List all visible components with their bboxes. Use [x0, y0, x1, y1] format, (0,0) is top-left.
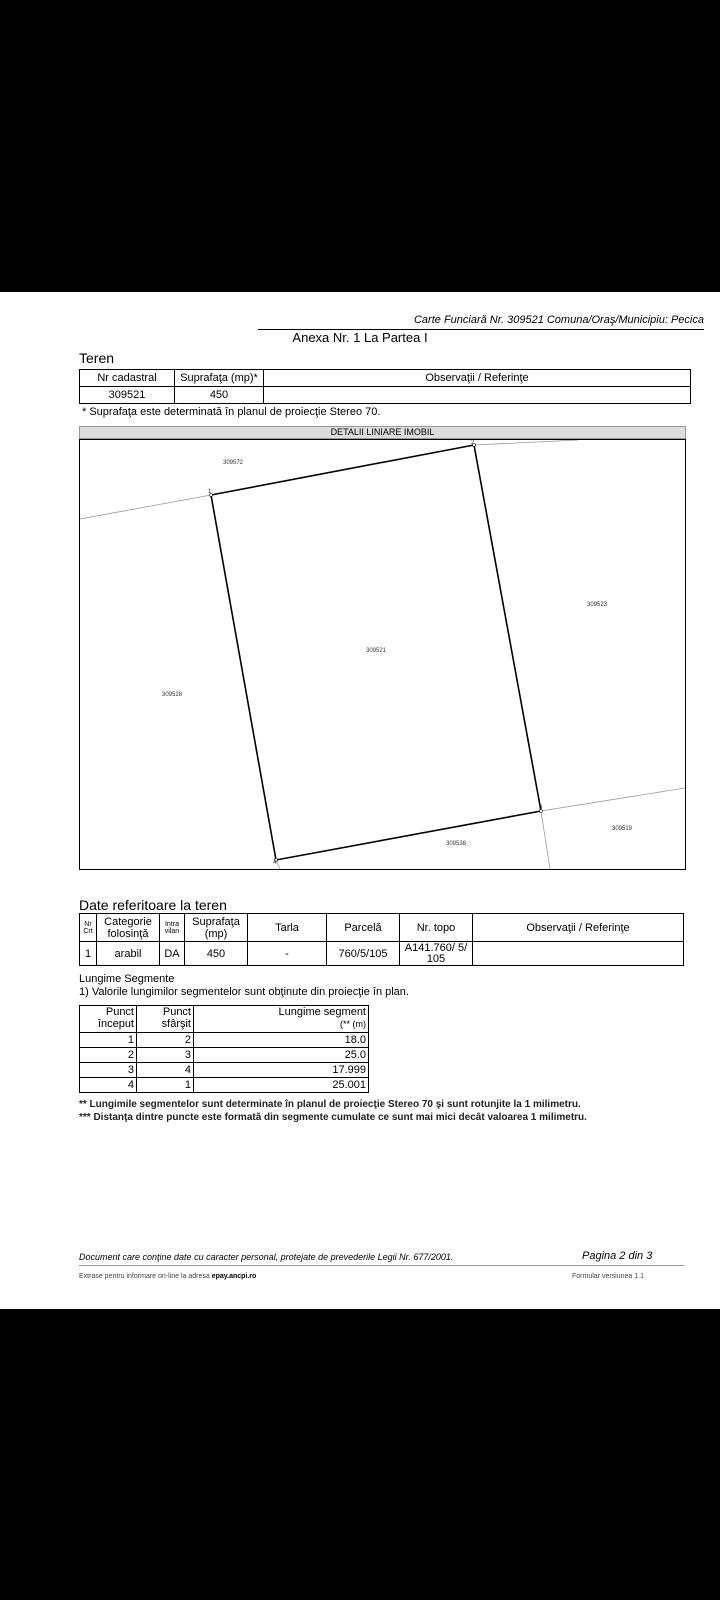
col-categorie: Categorie folosinţă — [97, 914, 160, 942]
date-teren-table — [79, 913, 684, 966]
col-punct-sfarsit: Punct sfârşit — [137, 1006, 194, 1033]
col-observatii: Observaţii / Referinţe — [473, 914, 684, 942]
neighbor-label: 309528 — [162, 692, 183, 698]
point-label: 4 — [273, 860, 277, 866]
cell-parcela: 760/5/105 — [327, 942, 400, 966]
footnote-rounding: ** Lungimile segmentelor sunt determinate în planul de proiecţie Stereo 70 şi sunt rotunjite la 1 milimetru. — [79, 1099, 581, 1110]
extract-prefix: Extrase pentru informare on-line la adresa — [79, 1273, 210, 1280]
point-label: 1 — [208, 489, 212, 495]
cell-start: 4 — [80, 1078, 137, 1093]
cell-length: 18.0 — [194, 1033, 369, 1048]
table-row — [80, 1078, 369, 1093]
cell-end: 2 — [137, 1033, 194, 1048]
col-observatii: Observaţii / Referinţe — [264, 370, 691, 387]
table-row — [80, 942, 684, 966]
segmente-subtitle: 1) Valorile lungimilor segmentelor sunt obţinute din proiecţie în plan. — [79, 986, 409, 998]
personal-data-notice: Document care conţine date cu caracter personal, protejate de prevederile Legii Nr. 677/2001. — [79, 1252, 454, 1262]
col-nr-crt: Nr Crt — [80, 914, 97, 942]
teren-table — [79, 369, 691, 404]
neighbor-label: 309538 — [446, 841, 467, 847]
date-teren-title: Date referitoare la teren — [79, 897, 227, 913]
segmente-title: Lungime Segmente — [79, 973, 175, 985]
cell-observatii — [473, 942, 684, 966]
cell-categorie: arabil — [97, 942, 160, 966]
table-row — [80, 387, 691, 404]
table-header-row — [80, 1006, 369, 1033]
annex-title: Anexa Nr. 1 La Partea I — [292, 330, 428, 345]
neighbor-label: 309523 — [587, 602, 608, 608]
suprafata-note: * Suprafaţa este determinată în planul de proiecţie Stereo 70. — [82, 406, 381, 418]
cell-nr-crt: 1 — [80, 942, 97, 966]
cell-suprafata: 450 — [175, 387, 264, 404]
parcel-plan-drawing — [80, 440, 685, 869]
teren-title: Teren — [79, 350, 115, 366]
cell-observatii — [264, 387, 691, 404]
neighbor-label: 309519 — [612, 826, 633, 832]
point-label: 2 — [471, 440, 475, 446]
cell-intravilan: DA — [160, 942, 185, 966]
cell-nr-cadastral: 309521 — [80, 387, 175, 404]
footer-rule — [79, 1265, 684, 1266]
plan-title: DETALII LINIARE IMOBIL — [79, 426, 686, 439]
table-row — [80, 1048, 369, 1063]
col-lungime-unit: (** (m) — [340, 1019, 366, 1029]
extract-site-link[interactable]: epay.ancpi.ro — [211, 1273, 257, 1280]
col-suprafata: Suprafaţa (mp)* — [175, 370, 264, 387]
col-punct-inceput: Punct început — [80, 1006, 137, 1033]
cell-end: 3 — [137, 1048, 194, 1063]
col-tarla: Tarla — [248, 914, 327, 942]
col-parcela: Parcelă — [327, 914, 400, 942]
table-row — [80, 1063, 369, 1078]
neighbor-label: 309572 — [223, 460, 244, 466]
carte-funciara-header: Carte Funciară Nr. 309521 Comuna/Oraş/Municipiu: Pecica — [413, 314, 704, 326]
cell-start: 2 — [80, 1048, 137, 1063]
parcel-label: 309521 — [366, 648, 387, 654]
col-intravilan: Intra vilan — [160, 914, 185, 942]
point-label: 3 — [539, 805, 543, 811]
cell-nr-topo: A141.760/ 5/ 105 — [400, 942, 473, 966]
table-row — [80, 1033, 369, 1048]
col-lungime — [194, 1006, 369, 1033]
extract-notice — [79, 1273, 256, 1280]
cell-start: 3 — [80, 1063, 137, 1078]
neighbor-boundary-line — [541, 811, 550, 869]
neighbor-boundary-line — [541, 788, 685, 811]
col-suprafata: Suprafaţa (mp) — [185, 914, 248, 942]
form-version: Formular versiunea 1.1 — [572, 1273, 644, 1280]
cell-suprafata: 450 — [185, 942, 248, 966]
cell-end: 4 — [137, 1063, 194, 1078]
cell-tarla: - — [248, 942, 327, 966]
cell-length: 25.0 — [194, 1048, 369, 1063]
table-header-row — [80, 914, 684, 942]
neighbor-boundary-line — [80, 495, 211, 519]
cell-end: 1 — [137, 1078, 194, 1093]
col-nr-cadastral: Nr cadastral — [80, 370, 175, 387]
cell-length: 25.001 — [194, 1078, 369, 1093]
neighbor-boundary-line — [474, 440, 578, 445]
table-header-row — [80, 370, 691, 387]
cell-length: 17.999 — [194, 1063, 369, 1078]
segmente-table — [79, 1005, 369, 1093]
page-number: Pagina 2 din 3 — [582, 1250, 653, 1262]
cell-start: 1 — [80, 1033, 137, 1048]
parcel-plan — [79, 439, 686, 870]
footnote-distance: *** Distanţa dintre puncte este formată din segmente cumulate ce sunt mai mici decât valoarea 1 milimetru. — [79, 1112, 587, 1123]
col-nr-topo: Nr. topo — [400, 914, 473, 942]
col-lungime-label: Lungime segment — [278, 1006, 366, 1018]
document-page — [0, 292, 720, 1309]
